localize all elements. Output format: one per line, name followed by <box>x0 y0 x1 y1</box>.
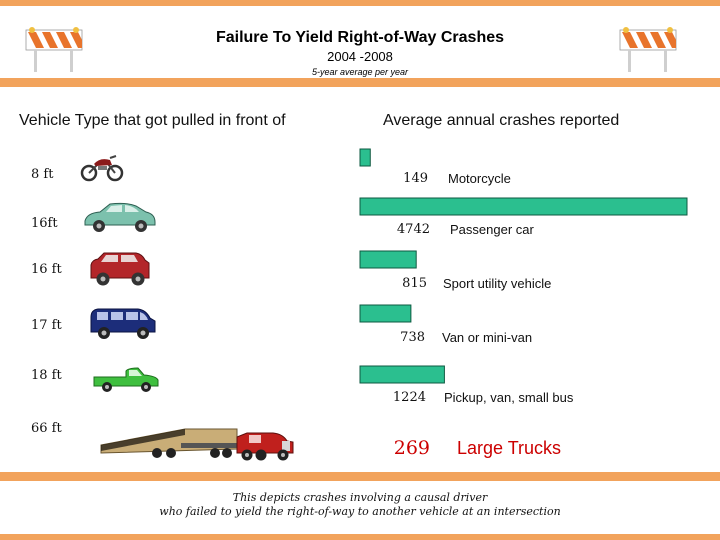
value-label-motorcycle: 149 <box>403 171 428 186</box>
value-label-van: 738 <box>400 330 425 345</box>
category-label-passenger-car: Passenger car <box>450 222 534 237</box>
bottom-orange-stripe <box>0 534 720 540</box>
bar-passenger-car <box>360 198 687 215</box>
length-label-suv: 16 ft <box>31 262 62 277</box>
right-column-heading: Average annual crashes reported <box>383 112 620 129</box>
category-label-van: Van or mini-van <box>442 330 533 345</box>
category-label-large-trucks: Large Trucks <box>457 438 562 458</box>
category-label-pickup: Pickup, van, small bus <box>444 390 574 405</box>
chart-note: 5-year average per year <box>311 67 409 77</box>
footer-line-1: This depicts crashes involving a causal driver <box>232 491 488 504</box>
footer-orange-stripe <box>0 472 720 481</box>
bar-van-or-mini-van <box>360 305 411 322</box>
bar-motorcycle <box>360 149 370 166</box>
category-label-motorcycle: Motorcycle <box>448 171 511 186</box>
length-label-pickup: 18 ft <box>31 368 62 383</box>
chart-years: 2004 -2008 <box>327 49 393 64</box>
length-label-passenger-car: 16ft <box>31 216 58 231</box>
value-label-suv: 815 <box>402 276 427 291</box>
category-label-suv: Sport utility vehicle <box>443 276 552 291</box>
bar-pickup-van-small-bus <box>360 366 444 383</box>
footer-line-2: who failed to yield the right-of-way to another vehicle at an intersection <box>159 505 561 518</box>
length-label-motorcycle: 8 ft <box>31 167 54 182</box>
length-label-large-truck: 66 ft <box>31 421 62 436</box>
value-label-pickup: 1224 <box>392 390 426 405</box>
length-label-van: 17 ft <box>31 318 62 333</box>
left-column-heading: Vehicle Type that got pulled in front of <box>19 112 286 129</box>
value-label-passenger-car: 4742 <box>396 222 430 237</box>
bar-sport-utility-vehicle <box>360 251 416 268</box>
chart-title: Failure To Yield Right-of-Way Crashes <box>215 29 505 46</box>
value-label-large-trucks: 269 <box>393 437 430 459</box>
